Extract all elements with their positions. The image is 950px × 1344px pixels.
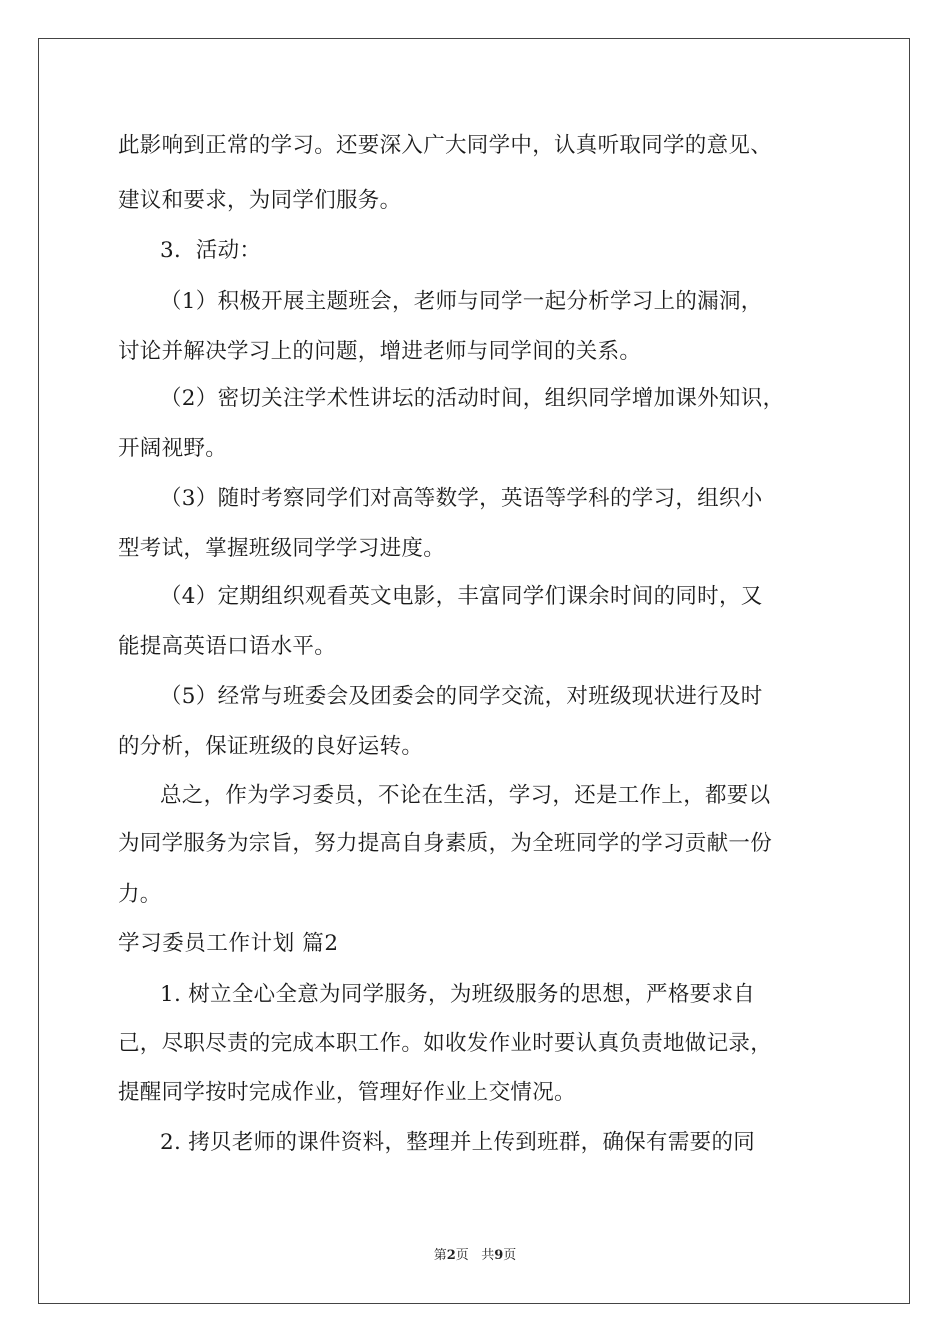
body-line: （5）经常与班委会及团委会的同学交流，对班级现状进行及时 — [160, 684, 763, 709]
page-border — [38, 38, 910, 1304]
body-line: 的分析，保证班级的良好运转。 — [118, 734, 424, 759]
body-line: 总之，作为学习委员，不论在生活，学习，还是工作上，都要以 — [160, 783, 771, 808]
body-line: （3）随时考察同学们对高等数学，英语等学科的学习，组织小 — [160, 486, 763, 511]
page-suffix: 页 — [455, 1248, 469, 1263]
body-line: （1）积极开展主题班会，老师与同学一起分析学习上的漏洞， — [160, 289, 763, 314]
body-line: 能提高英语口语水平。 — [118, 634, 337, 659]
page-footer — [0, 1247, 950, 1265]
page-prefix: 第 — [433, 1248, 447, 1263]
body-line: （2）密切关注学术性讲坛的活动时间，组织同学增加课外知识， — [160, 386, 785, 411]
total-prefix: 共 — [481, 1248, 495, 1263]
section-title: 学习委员工作计划 篇2 — [118, 931, 339, 956]
body-line: 提醒同学按时完成作业，管理好作业上交情况。 — [118, 1080, 576, 1105]
body-line: 型考试，掌握班级同学学习进度。 — [118, 536, 446, 561]
body-line: 建议和要求，为同学们服务。 — [118, 188, 402, 213]
section-heading: 3．活动： — [160, 238, 262, 263]
body-line: 此影响到正常的学习。还要深入广大同学中，认真听取同学的意见、 — [118, 133, 773, 158]
current-page-number: 2 — [446, 1248, 456, 1263]
body-line: 讨论并解决学习上的问题，增进老师与同学间的关系。 — [118, 339, 642, 364]
body-line: 力。 — [118, 882, 162, 907]
body-line: （4）定期组织观看英文电影，丰富同学们课余时间的同时，又 — [160, 584, 763, 609]
body-line: 为同学服务为宗旨，努力提高自身素质，为全班同学的学习贡献一份 — [118, 831, 773, 856]
total-pages-number: 9 — [494, 1248, 504, 1263]
body-line: 2. 拷贝老师的课件资料，整理并上传到班群，确保有需要的同 — [160, 1130, 756, 1155]
body-line: 1. 树立全心全意为同学服务，为班级服务的思想，严格要求自 — [160, 982, 756, 1007]
body-line: 己，尽职尽责的完成本职工作。如收发作业时要认真负责地做记录， — [118, 1031, 773, 1056]
total-suffix: 页 — [503, 1248, 517, 1263]
body-line: 开阔视野。 — [118, 436, 228, 461]
